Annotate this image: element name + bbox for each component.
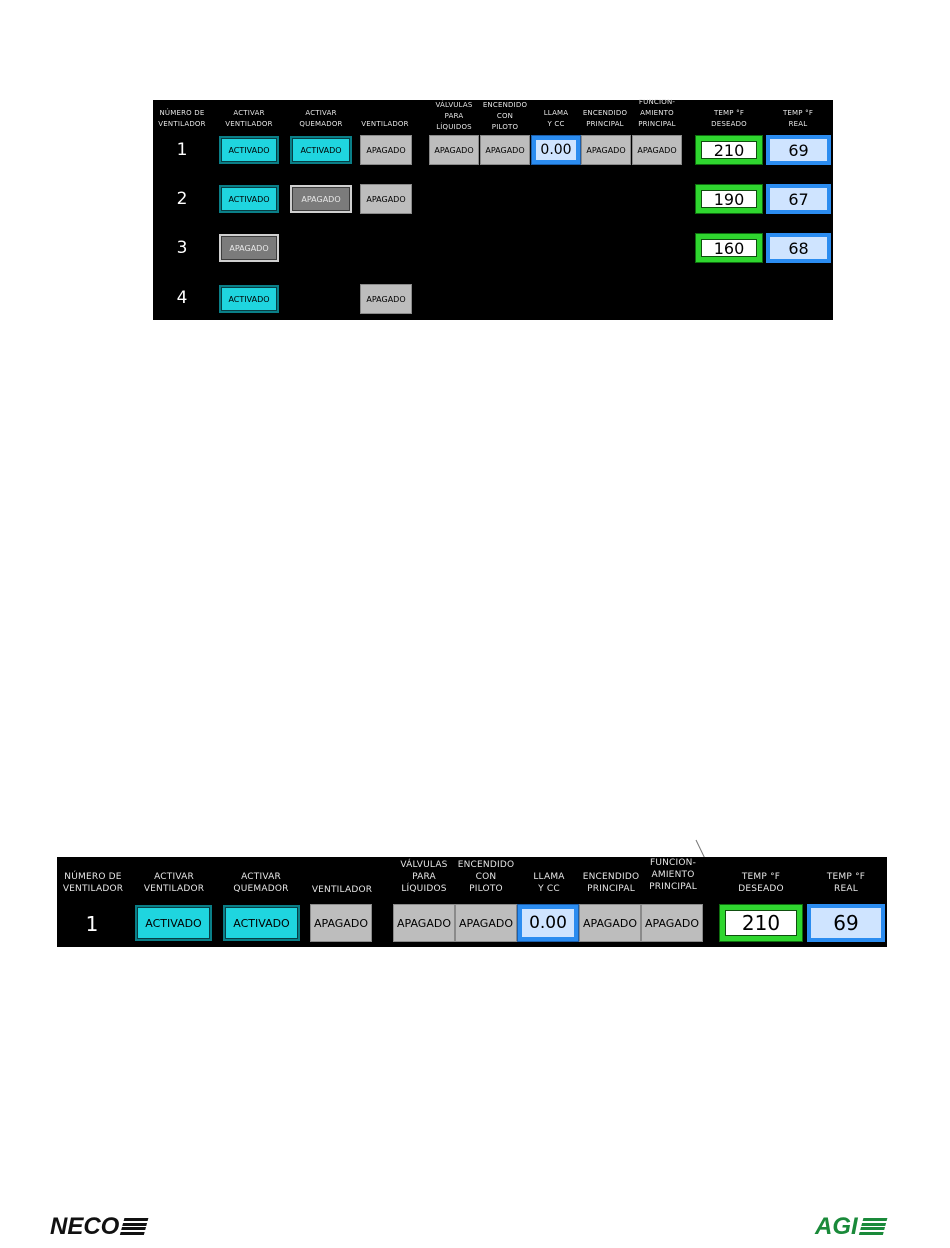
header-flame: LLAMA Y CC — [543, 109, 569, 128]
real-temp-readout — [766, 135, 831, 165]
flame-readout — [517, 904, 579, 942]
desired-temp-setpoint[interactable] — [719, 904, 803, 942]
button-label: ACTIVADO — [221, 187, 277, 211]
desired-temp-setpoint[interactable] — [695, 184, 763, 214]
agi-logo — [815, 1213, 885, 1241]
button-label: ACTIVADO — [221, 287, 277, 311]
header-main-operation: FUNCION- AMIENTO PRINCIPAL — [649, 858, 697, 892]
real-temp-value: 69 — [770, 139, 827, 161]
header-desired-temp: TEMP °F DESEADO — [738, 872, 784, 894]
header-flame: LLAMA Y CC — [533, 872, 565, 894]
liquid-valves-status: APAGADO — [429, 135, 479, 165]
main-ignition-status: APAGADO — [579, 904, 641, 942]
neco-stripes-icon — [120, 1218, 149, 1236]
fan-status: APAGADO — [360, 184, 412, 214]
header-pilot-ignition: ENCENDIDO CON PILOTO — [482, 101, 528, 131]
fan-number: 3 — [176, 238, 188, 258]
main-operation-status: APAGADO — [641, 904, 703, 942]
neco-logo — [50, 1213, 146, 1241]
pilot-ignition-status: APAGADO — [480, 135, 530, 165]
header-fan: VENTILADOR — [311, 885, 373, 895]
header-desired-temp: TEMP °F DESEADO — [711, 109, 747, 128]
header-fan-number: NÚMERO DE VENTILADOR — [62, 872, 124, 894]
activate-fan-toggle[interactable] — [219, 136, 279, 164]
header-pilot-ignition: ENCENDIDO CON PILOTO — [457, 860, 515, 894]
fan-control-panel-multi — [153, 100, 833, 320]
activate-fan-toggle[interactable] — [135, 905, 212, 941]
fan-status: APAGADO — [360, 284, 412, 314]
button-label: ACTIVADO — [292, 138, 350, 162]
header-main-operation: FUNCION- AMIENTO PRINCIPAL — [638, 98, 676, 128]
main-operation-status: APAGADO — [632, 135, 682, 165]
fan-number: 2 — [176, 189, 188, 209]
header-fan-number: NÚMERO DE VENTILADOR — [158, 109, 206, 128]
real-temp-readout — [766, 184, 831, 214]
header-activate-fan: ACTIVAR VENTILADOR — [143, 872, 205, 894]
header-activate-fan: ACTIVAR VENTILADOR — [225, 109, 273, 128]
button-label: ACTIVADO — [221, 138, 277, 162]
activate-burner-toggle[interactable] — [290, 136, 352, 164]
agi-stripes-icon — [858, 1218, 887, 1236]
activate-fan-toggle[interactable] — [219, 285, 279, 313]
header-real-temp: TEMP °F REAL — [782, 109, 814, 128]
desired-temp-setpoint[interactable] — [695, 233, 763, 263]
real-temp-value: 68 — [770, 237, 827, 259]
header-fan: VENTILADOR — [361, 120, 409, 128]
button-label: ACTIVADO — [137, 907, 210, 939]
liquid-valves-status: APAGADO — [393, 904, 455, 942]
real-temp-readout — [766, 233, 831, 263]
activate-burner-toggle[interactable]: APAGADO — [290, 185, 352, 213]
header-liquid-valves: VÁLVULAS PARA LÍQUIDOS — [400, 860, 448, 894]
desired-temp-value: 210 — [725, 910, 797, 936]
real-temp-value: 67 — [770, 188, 827, 210]
header-activate-burner: ACTIVAR QUEMADOR — [299, 109, 343, 128]
desired-temp-value: 160 — [701, 239, 757, 257]
fan-number: 4 — [176, 288, 188, 308]
button-label: ACTIVADO — [225, 907, 298, 939]
header-real-temp: TEMP °F REAL — [826, 872, 866, 894]
header-activate-burner: ACTIVAR QUEMADOR — [233, 872, 289, 894]
desired-temp-value: 210 — [701, 141, 757, 159]
flame-value: 0.00 — [536, 140, 576, 160]
desired-temp-setpoint[interactable] — [695, 135, 763, 165]
flame-readout — [531, 135, 581, 165]
fan-control-panel-single — [57, 857, 887, 947]
activate-fan-toggle[interactable]: APAGADO — [219, 234, 279, 262]
pilot-ignition-status: APAGADO — [455, 904, 517, 942]
real-temp-readout — [807, 904, 885, 942]
header-liquid-valves: VÁLVULAS PARA LÍQUIDOS — [435, 101, 473, 131]
activate-fan-toggle[interactable] — [219, 185, 279, 213]
agi-logo-text: AGI — [815, 1213, 858, 1240]
header-main-ignition: ENCENDIDO PRINCIPAL — [582, 872, 640, 894]
fan-number: 1 — [176, 140, 188, 160]
activate-burner-toggle[interactable] — [223, 905, 300, 941]
desired-temp-value: 190 — [701, 190, 757, 208]
fan-status: APAGADO — [360, 135, 412, 165]
real-temp-value: 69 — [811, 908, 881, 938]
fan-status: APAGADO — [310, 904, 372, 942]
flame-value: 0.00 — [522, 909, 574, 937]
fan-number: 1 — [85, 912, 99, 936]
header-main-ignition: ENCENDIDO PRINCIPAL — [582, 109, 628, 128]
neco-logo-text: NECO — [50, 1213, 120, 1240]
main-ignition-status: APAGADO — [581, 135, 631, 165]
